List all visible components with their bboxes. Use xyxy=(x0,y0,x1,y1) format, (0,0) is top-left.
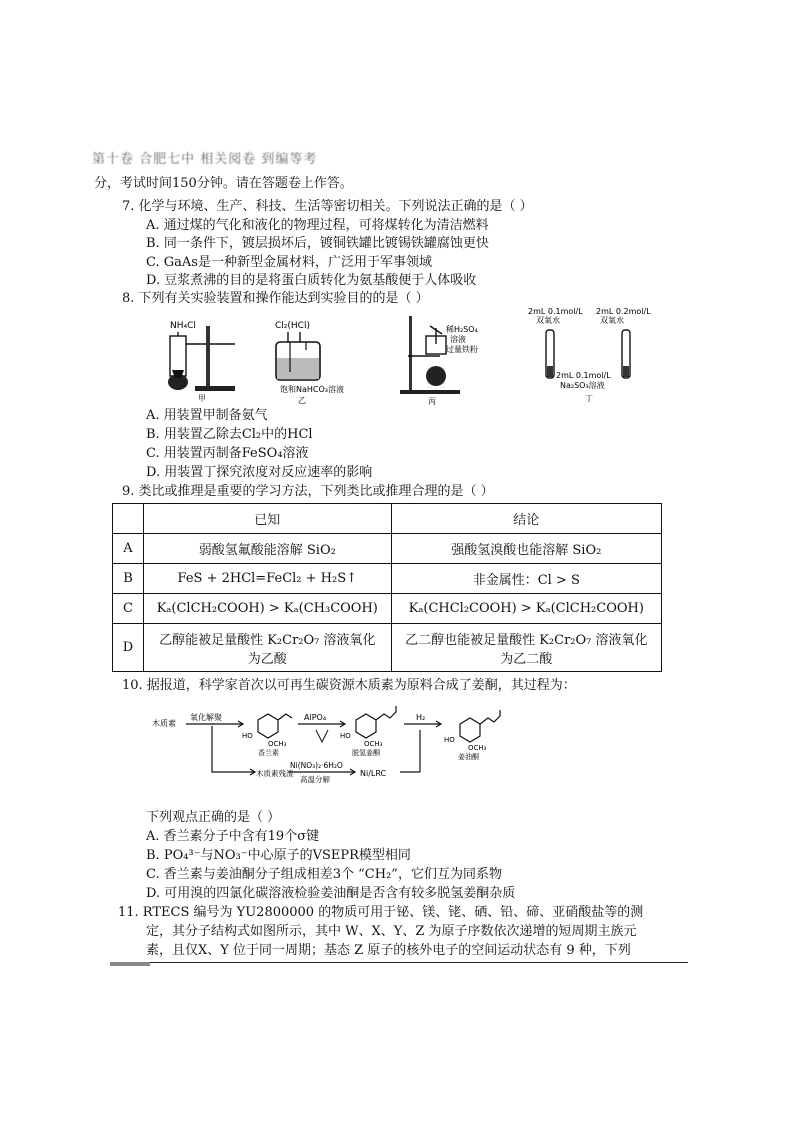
q8-option-b: B. 用装置乙除去Cl₂中的HCl xyxy=(146,427,313,442)
scheme-start: 木质素 xyxy=(152,719,176,728)
q9-header-known: 已知 xyxy=(144,504,392,534)
jia-reagent: NH₄Cl xyxy=(170,321,196,331)
q9-conclusion-cell xyxy=(391,624,661,672)
ding-bottom2: Na₂SO₃溶液 xyxy=(560,381,605,390)
q8-option-a: A. 用装置甲制备氨气 xyxy=(146,408,268,423)
scheme-step1: 氧化解聚 xyxy=(190,713,222,722)
q9-known-cell xyxy=(144,624,392,672)
ding-top-right2: 双氧水 xyxy=(600,316,624,325)
ding-label: 丁 xyxy=(585,394,593,403)
vanillin-label: 香兰素 xyxy=(258,749,279,757)
q9-row-label: D xyxy=(113,624,144,672)
q8-stem: 8. 下列有关实验装置和操作能达到实验目的的是（ ） xyxy=(122,291,429,306)
table-row xyxy=(113,564,662,594)
bing-reagent1: 稀H₂SO₄ xyxy=(446,325,478,334)
apparatus-jia xyxy=(168,321,235,403)
q9-known-line1: 乙醇能被足量酸性 K₂Cr₂O₇ 溶液氧化 xyxy=(159,632,376,648)
dehydro-ho: HO xyxy=(340,732,351,740)
table-row xyxy=(113,624,662,672)
q11-line3: 素，且仅X、Y 位于同一周期；基态 Z 原子的核外电子的空间运动状态有 9 种，下列 xyxy=(146,943,631,958)
q11-line2: 定，其分子结构式如图所示，其中 W、X、Y、Z 为原子序数依次递增的短周期主族元 xyxy=(146,924,637,939)
ding-top-right: 2mL 0.2mol/L xyxy=(596,307,651,316)
q10-option-a: A. 香兰素分子中含有19个σ键 xyxy=(146,829,320,844)
dehydrozingerone-structure xyxy=(340,706,396,757)
ding-top-left: 2mL 0.1mol/L xyxy=(528,307,583,316)
scheme-reagent3: H₂ xyxy=(416,713,426,722)
q9-conclusion-cell: 强酸氢溴酸也能溶解 SiO₂ xyxy=(391,534,661,564)
q9-row-label: B xyxy=(113,564,144,594)
q9-stem: 9. 类比或推理是重要的学习方法，下列类比或推理合理的是（ ） xyxy=(122,484,494,499)
header-time-line: 分，考试时间150分钟。请在答题卷上作答。 xyxy=(94,176,353,191)
q9-conclusion-line2: 为乙二酸 xyxy=(500,651,553,667)
zingerone-structure xyxy=(444,710,500,761)
scheme-condition4: 高温分解 xyxy=(300,775,330,784)
dehydro-och3: OCH₃ xyxy=(364,740,383,748)
bing-reagent2: 溶液 xyxy=(450,335,466,344)
q7-stem: 7. 化学与环境、生产、科技、生活等密切相关。下列说法正确的是（ ） xyxy=(122,199,533,214)
jia-label: 甲 xyxy=(198,394,206,403)
q10-ask: 下列观点正确的是（ ） xyxy=(146,810,281,825)
q8-apparatus-diagram xyxy=(140,306,670,406)
yi-solution: 饱和NaHCO₃溶液 xyxy=(280,385,344,394)
q9-known-cell: Kₐ(ClCH₂COOH) > Kₐ(CH₃COOH) xyxy=(144,594,392,624)
table-row xyxy=(113,594,662,624)
q9-known-cell: FeS + 2HCl=FeCl₂ + H₂S↑ xyxy=(144,564,392,594)
bing-label: 丙 xyxy=(428,397,436,406)
yi-gas: Cl₂(HCl) xyxy=(275,321,310,331)
ding-bottom: 2mL 0.1mol/L xyxy=(556,371,611,380)
q8-option-c: C. 用装置丙制备FeSO₄溶液 xyxy=(146,446,309,461)
yi-label: 乙 xyxy=(298,396,306,405)
q10-option-b: B. PO₄³⁻与NO₃⁻中心原子的VSEPR模型相同 xyxy=(146,848,411,863)
apparatus-yi xyxy=(275,321,344,405)
table-row xyxy=(113,534,662,564)
q9-row-label: C xyxy=(113,594,144,624)
q8-option-d: D. 用装置丁探究浓度对反应速率的影响 xyxy=(146,465,373,480)
q7-option-a: A. 通过煤的气化和液化的物理过程，可将煤转化为清洁燃料 xyxy=(146,218,489,233)
vanillin-ho: HO xyxy=(242,732,253,740)
header-cut-line: 第十卷 合肥七中 相关阅卷 到编等考 xyxy=(92,152,318,167)
q9-conclusion-cell: Kₐ(CHCl₂COOH) > Kₐ(ClCH₂COOH) xyxy=(391,594,661,624)
scheme-reagent2: AlPO₄ xyxy=(304,713,327,722)
q9-header-conclusion: 结论 xyxy=(391,504,661,534)
vanillin-structure xyxy=(242,714,292,757)
q11-line1: 11. RTECS 编号为 YU2800000 的物质可用于铋、镁、铑、硒、铅、碲、亚硝酸盐等的测 xyxy=(118,905,644,920)
zingerone-och3: OCH₃ xyxy=(468,744,487,752)
scheme-reagent4: Ni(NO₃)₂·6H₂O xyxy=(290,761,343,770)
q9-table-header xyxy=(113,504,662,534)
q7-option-d: D. 豆浆煮沸的目的是将蛋白质转化为氨基酸便于人体吸收 xyxy=(146,273,477,288)
q9-conclusion-line1: 乙二醇也能被足量酸性 K₂Cr₂O₇ 溶液氧化 xyxy=(405,632,648,648)
zingerone-ho: HO xyxy=(444,736,455,744)
page-bottom-rule xyxy=(110,962,688,963)
q10-option-d: D. 可用溴的四氯化碳溶液检验姜油酮是否含有较多脱氢姜酮杂质 xyxy=(146,886,516,901)
bing-reagent3: 过量铁粉 xyxy=(446,345,478,354)
zingerone-label: 姜油酮 xyxy=(458,753,479,761)
q9-table xyxy=(112,503,662,672)
q9-known-cell: 弱酸氢氟酸能溶解 SiO₂ xyxy=(144,534,392,564)
page-bottom-mark xyxy=(110,962,150,966)
scheme-residue: 木质素残渣 xyxy=(256,769,294,778)
q9-conclusion-cell: 非金属性：Cl > S xyxy=(391,564,661,594)
q9-header-blank xyxy=(113,504,144,534)
apparatus-bing xyxy=(400,316,478,406)
q10-stem: 10. 据报道，科学家首次以可再生碳资源木质素为原料合成了姜酮，其过程为： xyxy=(122,678,576,693)
vanillin-och3: OCH₃ xyxy=(268,740,287,748)
q9-known-line2: 为乙酸 xyxy=(247,651,287,667)
apparatus-ding xyxy=(528,307,651,403)
q10-synthesis-scheme xyxy=(150,702,530,798)
scheme-catalyst: Ni/LRC xyxy=(360,769,387,778)
q9-row-label: A xyxy=(113,534,144,564)
ding-top-left2: 双氧水 xyxy=(536,316,560,325)
dehydro-label: 脱氢姜酮 xyxy=(352,749,380,757)
q10-option-c: C. 香兰素与姜油酮分子组成相差3个 “CH₂”，它们互为同系物 xyxy=(146,867,502,882)
q7-option-c: C. GaAs是一种新型金属材料，广泛用于军事领域 xyxy=(146,255,432,270)
q7-option-b: B. 同一条件下，镀层损坏后，镀铜铁罐比镀锡铁罐腐蚀更快 xyxy=(146,236,489,251)
